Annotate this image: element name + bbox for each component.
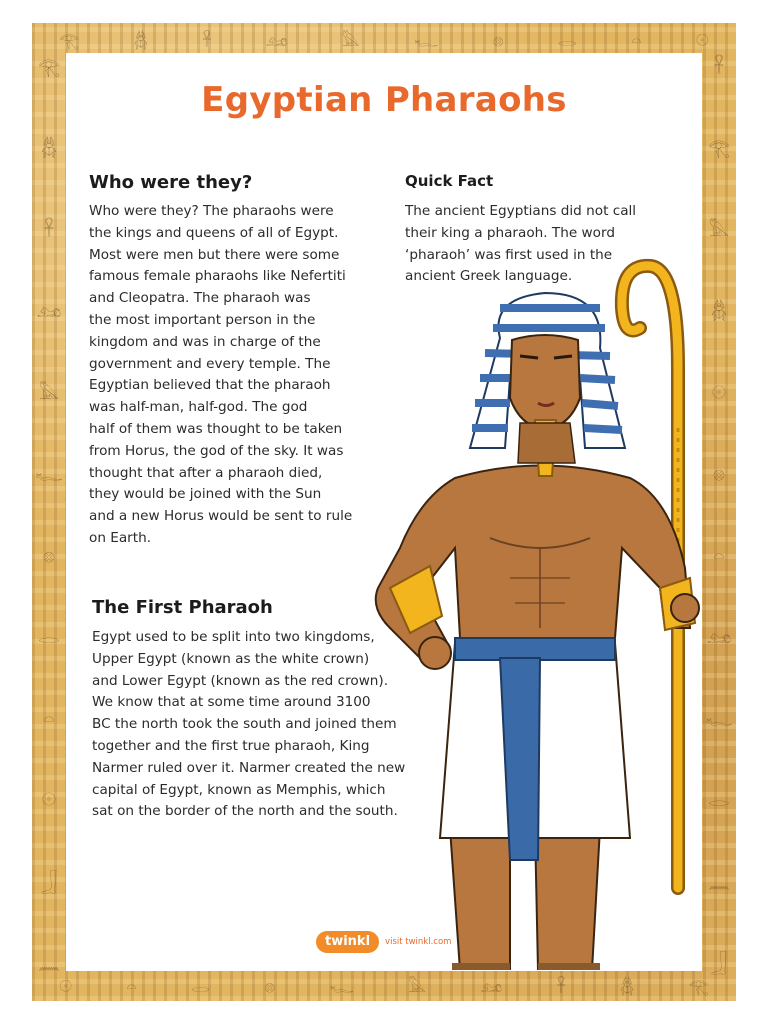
twinkl-branding: [316, 930, 451, 954]
pharaoh-illustration: [360, 248, 710, 970]
paragraph-line: Narmer ruled over it. Narmer created the new: [92, 759, 406, 776]
paragraph-line: BC the north took the south and joined them: [92, 716, 397, 733]
paragraph-line: government and every temple. The: [89, 355, 331, 372]
hieroglyph-row-top: 𓂀 𓆣 𓋹 𓃭 𓅓 𓆑 𓊖 𓂋 𓏏 𓇳: [59, 31, 709, 50]
paragraph-line: famous female pharaohs like Nefertiti: [89, 268, 346, 285]
paragraph-line: the most important person in the: [89, 311, 316, 328]
paragraph-line: their king a pharaoh. The word: [405, 224, 615, 241]
paragraph-line: and Cleopatra. The pharaoh was: [89, 290, 311, 307]
paragraph-line: and Lower Egypt (known as the red crown).: [92, 672, 389, 689]
page-title: Egyptian Pharaohs: [201, 80, 567, 120]
paragraph-line: Egyptian believed that the pharaoh: [89, 377, 331, 394]
first-pharaoh-heading: The First Pharaoh: [92, 597, 273, 618]
who-heading: Who were they?: [89, 172, 253, 193]
twinkl-url[interactable]: visit twinkl.com: [385, 937, 452, 947]
paragraph-line: half of them was thought to be taken: [89, 420, 343, 437]
paragraph-line: on Earth.: [89, 529, 152, 546]
paragraph-line: together and the first true pharaoh, King: [92, 737, 370, 754]
hieroglyph-column-right: 𓋹 𓂀 𓅓 𓆣 𓇳 𓊖 𓏏 𓃭 𓆑 𓂋 𓈖 𓃀: [705, 56, 733, 975]
quick-fact-heading: Quick Fact: [405, 172, 494, 190]
paragraph-line: and a new Horus would be sent to rule: [89, 508, 353, 525]
paragraph-line: was half-man, half-god. The god: [89, 399, 308, 416]
paragraph-line: Who were they? The pharaohs were: [89, 203, 334, 219]
hieroglyph-row-bottom: 𓇳 𓏏 𓂋 𓊖 𓆑 𓅓 𓃭 𓋹 𓆣 𓂀: [59, 977, 709, 996]
paragraph-line: We know that at some time around 3100: [92, 694, 371, 711]
paragraph-line: ‘pharaoh’ was first used in the: [405, 246, 613, 263]
paragraph-line: The ancient Egyptians did not call: [405, 203, 637, 219]
paragraph-line: the kings and queens of all of Egypt.: [89, 224, 339, 241]
paragraph-line: Most were men but there were some: [89, 246, 340, 263]
hieroglyph-column-left: 𓂀 𓆣 𓋹 𓃭 𓅓 𓆑 𓊖 𓂋 𓏏 𓇳 𓃀 𓈖: [35, 56, 63, 975]
paragraph-line: Egypt used to be split into two kingdoms,: [92, 629, 375, 645]
paragraph-line: capital of Egypt, known as Memphis, which: [92, 781, 386, 798]
paragraph-line: ancient Greek language.: [405, 268, 573, 285]
paragraph-line: they would be joined with the Sun: [89, 486, 322, 503]
paragraph-line: thought that after a pharaoh died,: [89, 464, 323, 481]
twinkl-logo[interactable]: twinkl: [316, 931, 379, 953]
paragraph-line: kingdom and was in charge of the: [89, 333, 321, 350]
who-paragraph: [89, 201, 369, 550]
paragraph-line: from Horus, the god of the sky. It was: [89, 442, 344, 459]
paragraph-line: sat on the border of the north and the south.: [92, 803, 398, 820]
paragraph-line: Upper Egypt (known as the white crown): [92, 650, 370, 667]
